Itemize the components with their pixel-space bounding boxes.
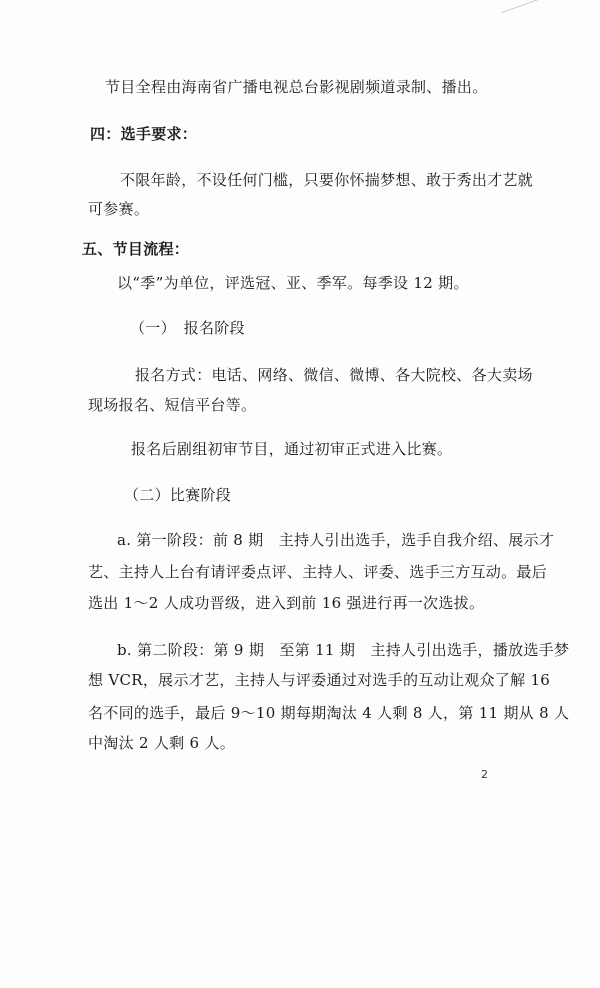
paragraph-season: 以“季”为单位，评选冠、亚、季军。每季设 12 期。 bbox=[117, 274, 469, 292]
paragraph-stage-a-line-1: a. 第一阶段：前 8 期 主持人引出选手，选手自我介绍、展示才 bbox=[117, 531, 555, 549]
paragraph-stage-b-line-1: b. 第二阶段：第 9 期 至第 11 期 主持人引出选手，播放选手梦 bbox=[117, 641, 570, 659]
paragraph-stage-a-line-3: 选出 1～2 人成功晋级，进入到前 16 强进行再一次选拔。 bbox=[88, 594, 485, 612]
paragraph-stage-a-line-2: 艺、主持人上台有请评委点评、主持人、评委、选手三方互动。最后 bbox=[88, 563, 548, 581]
paragraph-stage-b-line-2: 想 VCR，展示才艺，主持人与评委通过对选手的互动让观众了解 16 bbox=[88, 671, 551, 689]
paragraph-broadcast: 节目全程由海南省广播电视总台影视剧频道录制、播出。 bbox=[105, 78, 488, 96]
paragraph-signup-line-1: 报名方式：电话、网络、微信、微博、各大院校、各大卖场 bbox=[135, 366, 533, 384]
paragraph-stage-b-line-4: 中淘汰 2 人剩 6 人。 bbox=[88, 734, 236, 752]
subheading-match-stage: （二）比赛阶段 bbox=[124, 486, 232, 504]
paragraph-review: 报名后剧组初审节目，通过初审正式进入比赛。 bbox=[131, 440, 453, 458]
heading-program-flow: 五、节目流程： bbox=[82, 240, 190, 258]
paragraph-stage-b-line-3: 名不同的选手，最后 9～10 期每期淘汰 4 人剩 8 人，第 11 期从 8 人 bbox=[88, 704, 570, 722]
subheading-signup-stage: （一） 报名阶段 bbox=[130, 319, 245, 337]
heading-requirements: 四：选手要求： bbox=[90, 125, 198, 143]
paragraph-requirements-line-2: 可参赛。 bbox=[88, 200, 150, 218]
scan-edge-artifact bbox=[480, 0, 600, 20]
paragraph-requirements-line-1: 不限年龄，不设任何门槛，只要你怀揣梦想、敢于秀出才艺就 bbox=[120, 171, 534, 189]
paragraph-signup-line-2: 现场报名、短信平台等。 bbox=[88, 396, 257, 414]
page-number: 2 bbox=[481, 768, 488, 781]
